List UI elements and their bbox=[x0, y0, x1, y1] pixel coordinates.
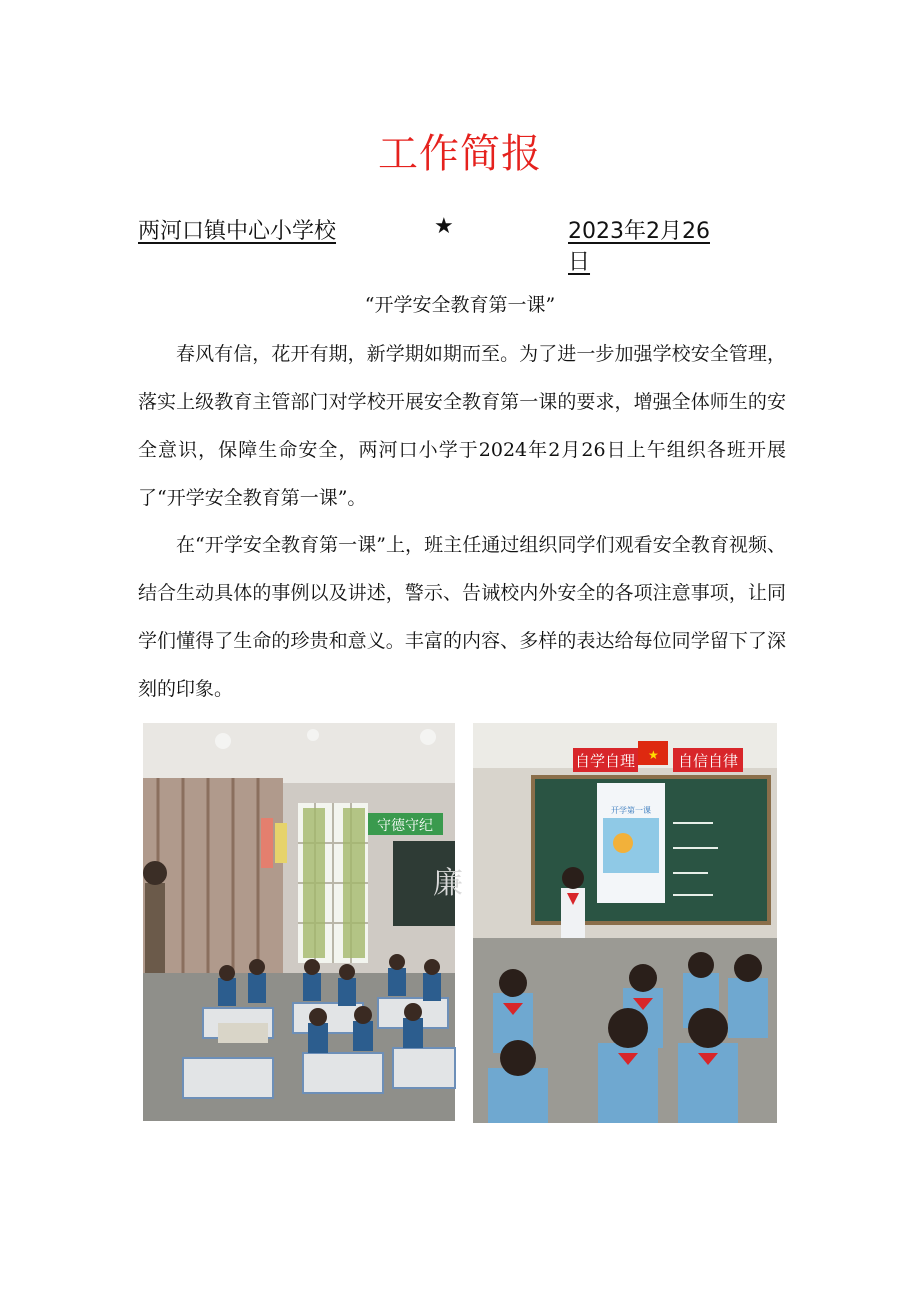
classroom-photo-right bbox=[473, 723, 777, 1123]
banner-right-text: 自信自律 bbox=[677, 752, 739, 770]
star-icon: ★ bbox=[434, 214, 454, 239]
report-date: 2023年2月26日 bbox=[568, 219, 710, 275]
svg-text:★: ★ bbox=[648, 748, 659, 762]
school-name: 两河口镇中心小学校 bbox=[138, 219, 337, 244]
article-subtitle: “开学安全教育第一课” bbox=[364, 294, 556, 316]
article-paragraph-2: 在“开学安全教育第一课”上，班主任通过组织同学们观看安全教育视频、结合生动具体的事例以及讲述，警示、告诫校内外安全的各项注意事项，让同学们懂得了生命的珍贵和意义。丰富的内容、多样的表达给每位同学留下了深刻的印象。 bbox=[138, 534, 786, 700]
board-character: 廉 bbox=[433, 866, 463, 901]
report-header bbox=[138, 214, 728, 275]
report-title: 工作简报 bbox=[378, 131, 542, 177]
banner-left-text: 自学自理 bbox=[574, 752, 636, 770]
article-paragraph-1: 春风有信，花开有期，新学期如期而至。为了进一步加强学校安全管理，落实上级教育主管部门对学校开展安全教育第一课的要求，增强全体师生的安全意识，保障生命安全，两河口小学于2024年2月26日上午组织各班开展了“开学安全教育第一课”。 bbox=[138, 343, 786, 509]
classroom-photo-left bbox=[143, 723, 463, 1121]
sign-text: 守德守纪 bbox=[377, 818, 433, 834]
screen-text: 开学第一课 bbox=[611, 806, 651, 815]
